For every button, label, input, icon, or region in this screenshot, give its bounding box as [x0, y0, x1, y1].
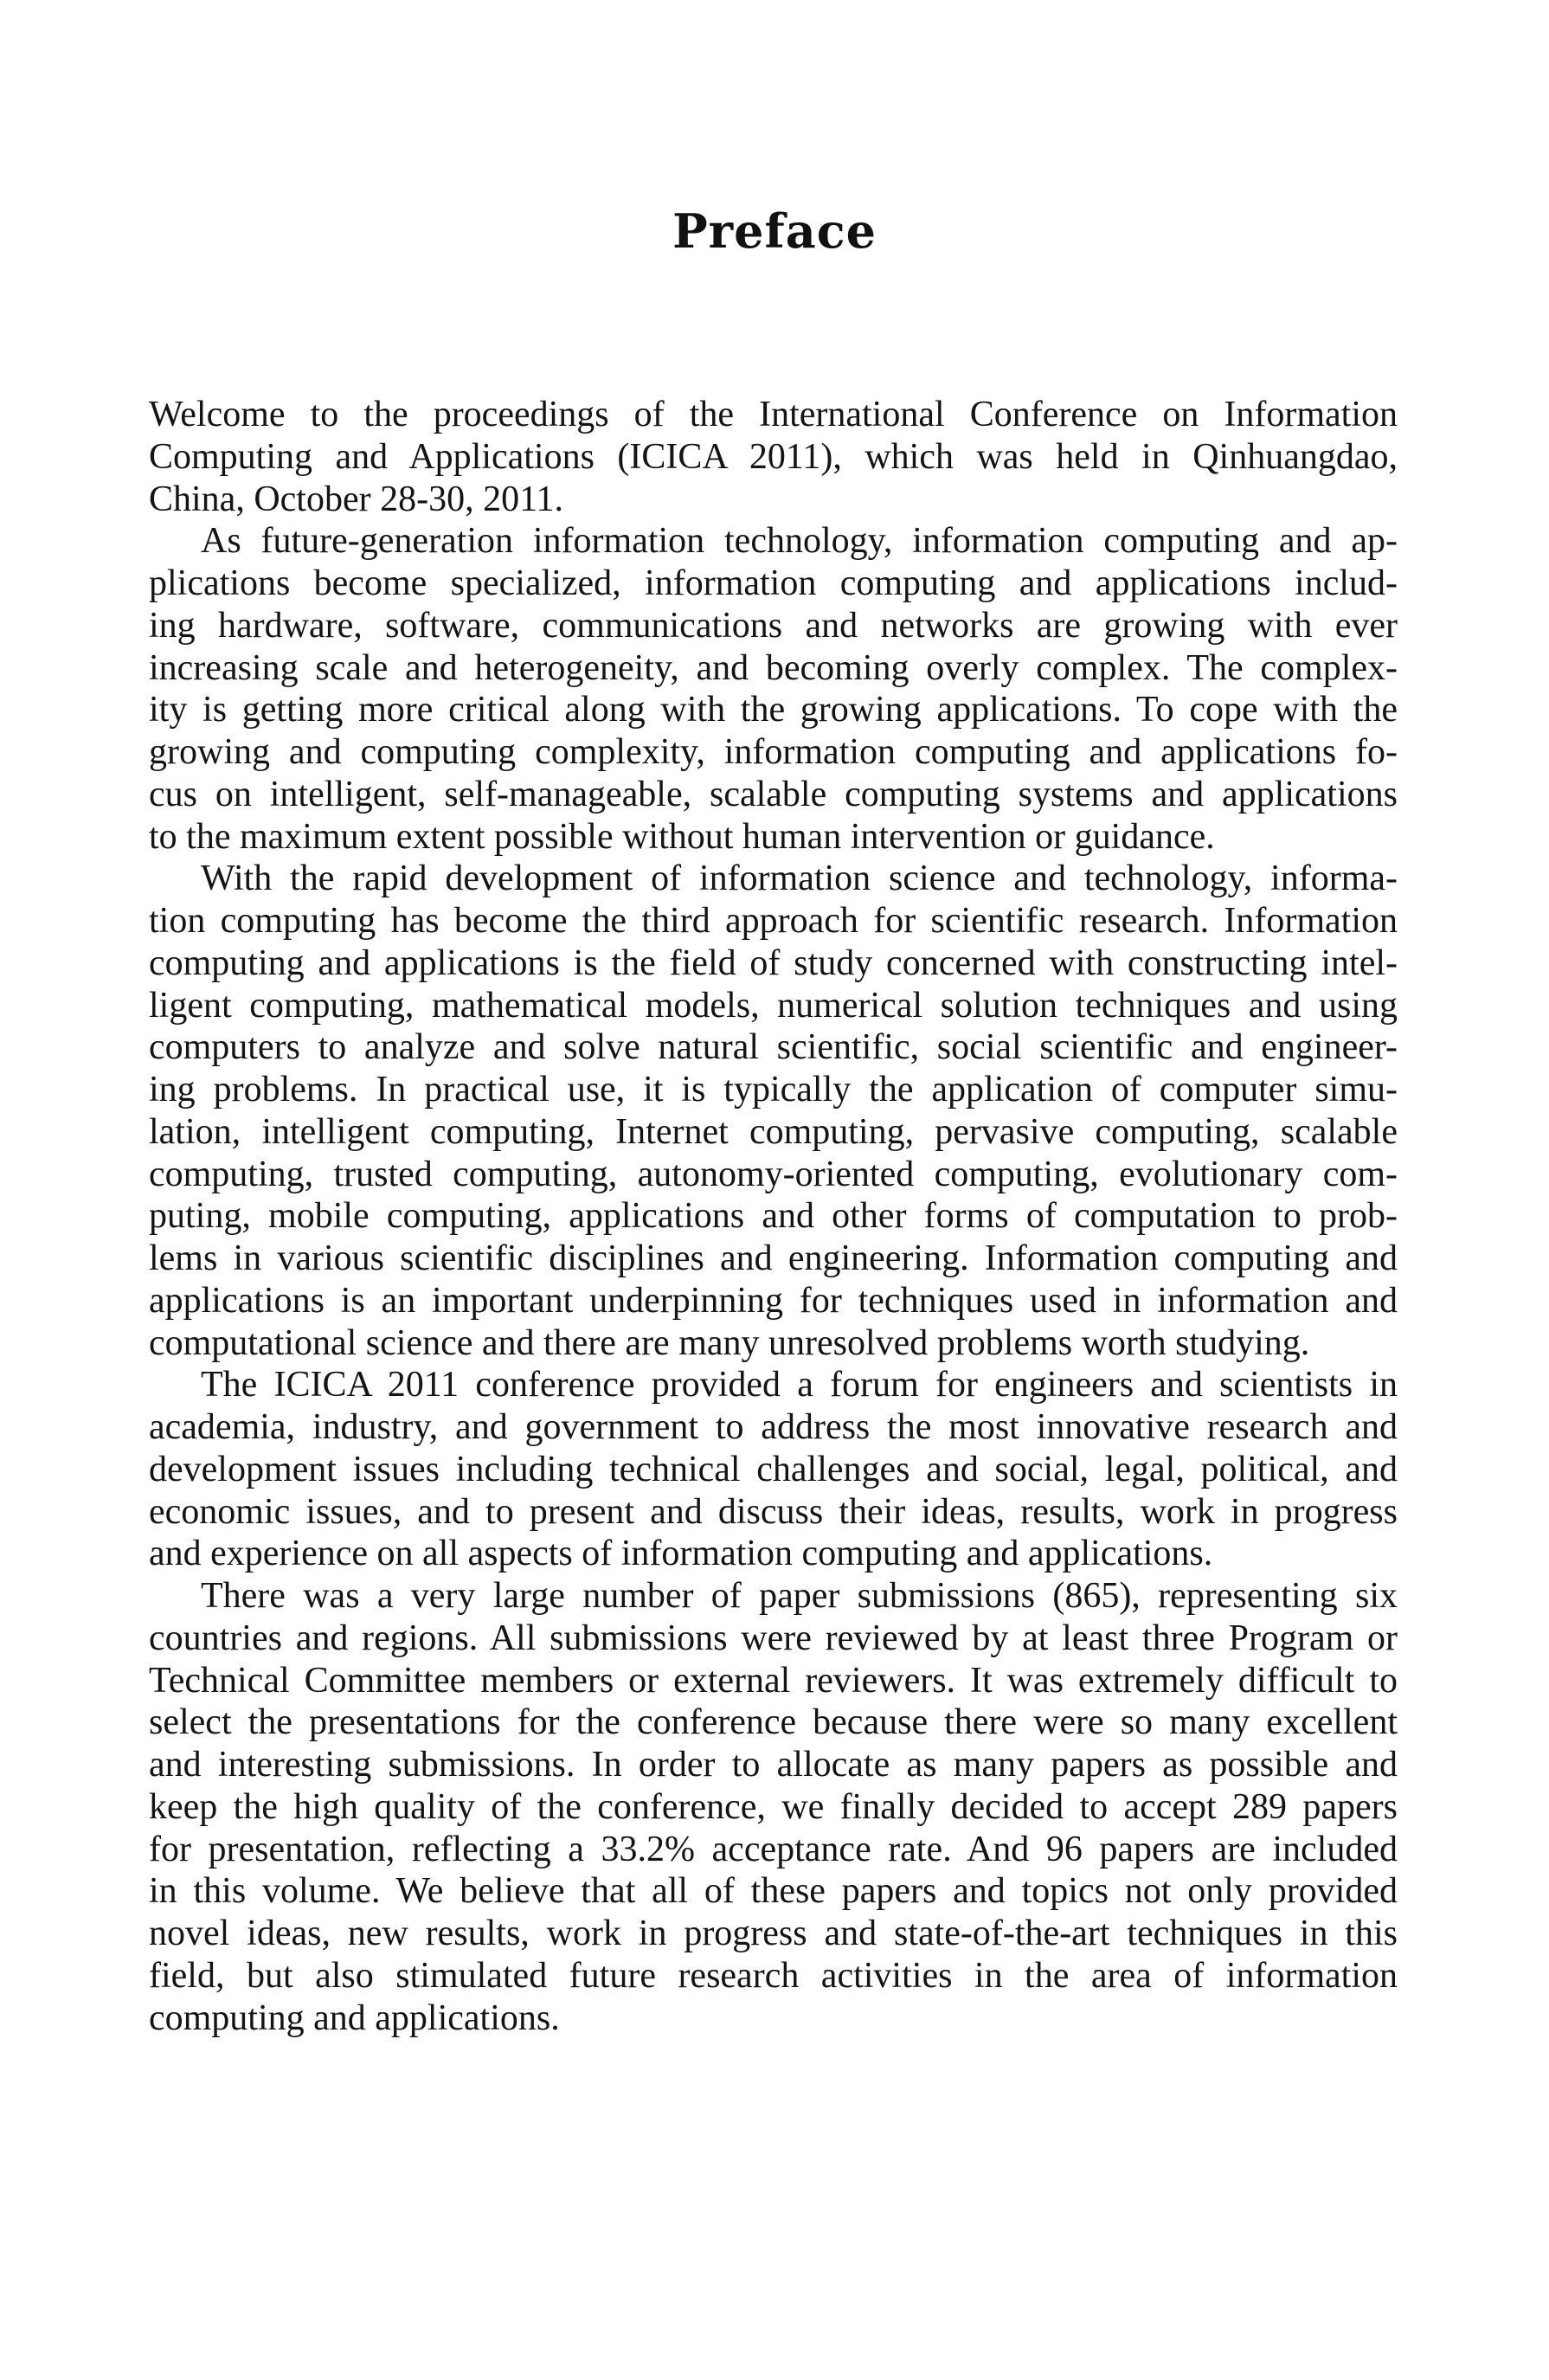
text-line: ing problems. In practical use, it is typically the application of computer simu- [149, 1070, 1398, 1110]
preface-body [149, 394, 1398, 2039]
text-line: for presentation, reflecting a 33.2% acceptance rate. And 96 papers are included [149, 1829, 1398, 1869]
text-line: lems in various scientific disciplines and engineering. Information computing and [149, 1238, 1398, 1278]
text-line: computers to analyze and solve natural scientific, social scientific and engineer- [149, 1027, 1398, 1068]
text-line: There was a very large number of paper submissions (865), representing six [201, 1576, 1398, 1616]
text-line: and interesting submissions. In order to allocate as many papers as possible and [149, 1745, 1398, 1785]
text-line: applications is an important underpinning for techniques used in information and [149, 1280, 1398, 1321]
text-line: Computing and Applications (ICICA 2011), which was held in Qinhuangdao, [149, 436, 1398, 477]
text-line: With the rapid development of information science and technology, informa- [201, 859, 1398, 899]
text-line: academia, industry, and government to address the most innovative research and [149, 1407, 1398, 1447]
paragraph-future-generation [149, 520, 1398, 858]
text-line: computing and applications. [149, 1997, 560, 2038]
text-line: The ICICA 2011 conference provided a forum for engineers and scientists in [201, 1365, 1398, 1405]
text-line: ligent computing, mathematical models, numerical solution techniques and using [149, 985, 1398, 1026]
text-line: tion computing has become the third approach for scientific research. Information [149, 901, 1398, 941]
text-line: countries and regions. All submissions were reviewed by at least three Program or [149, 1618, 1398, 1658]
paragraph-welcome [149, 394, 1398, 520]
page-title: Preface [672, 203, 877, 260]
text-line: plications become specialized, information computing and applications includ- [149, 563, 1398, 603]
text-line: keep the high quality of the conference, we finally decided to accept 289 papers [149, 1786, 1398, 1827]
text-line: to the maximum extent possible without human intervention or guidance. [149, 816, 1215, 857]
text-line: and experience on all aspects of information computing and applications. [149, 1534, 1213, 1574]
text-line: computing, trusted computing, autonomy-oriented computing, evolutionary com- [149, 1154, 1398, 1194]
text-line: ing hardware, software, communications and networks are growing with ever [149, 605, 1398, 646]
text-line: computational science and there are many unresolved problems worth studying. [149, 1322, 1310, 1363]
text-line: in this volume. We believe that all of these papers and topics not only provided [149, 1871, 1398, 1912]
text-line: cus on intelligent, self-manageable, scalable computing systems and applications [149, 774, 1398, 814]
text-line: select the presentations for the conference because there were so many excellent [149, 1702, 1398, 1743]
text-line: puting, mobile computing, applications and other forms of computation to prob- [149, 1196, 1398, 1237]
text-line: ity is getting more critical along with the growing applications. To cope with the [149, 690, 1398, 730]
text-line: field, but also stimulated future research activities in the area of information [149, 1955, 1398, 1996]
text-line: China, October 28-30, 2011. [149, 479, 564, 519]
text-line: economic issues, and to present and discuss their ideas, results, work in progress [149, 1491, 1398, 1532]
text-line: Technical Committee members or external reviewers. It was extremely difficult to [149, 1660, 1398, 1701]
text-line: lation, intelligent computing, Internet computing, pervasive computing, scalable [149, 1111, 1398, 1152]
text-line: Welcome to the proceedings of the International Conference on Information [149, 395, 1398, 434]
paragraph-rapid-development [149, 858, 1398, 1364]
paragraph-submissions [149, 1575, 1398, 2039]
text-line: development issues including technical challenges and social, legal, political, and [149, 1449, 1398, 1489]
text-line: increasing scale and heterogeneity, and becoming overly complex. The complex- [149, 647, 1398, 688]
text-line: growing and computing complexity, information computing and applications fo- [149, 732, 1398, 772]
text-line: novel ideas, new results, work in progress and state-of-the-art techniques in this [149, 1914, 1398, 1953]
text-line: computing and applications is the field of study concerned with constructing intel- [149, 942, 1398, 983]
text-line: As future-generation information technology, information computing and ap- [201, 521, 1398, 562]
paragraph-conference-forum [149, 1364, 1398, 1575]
